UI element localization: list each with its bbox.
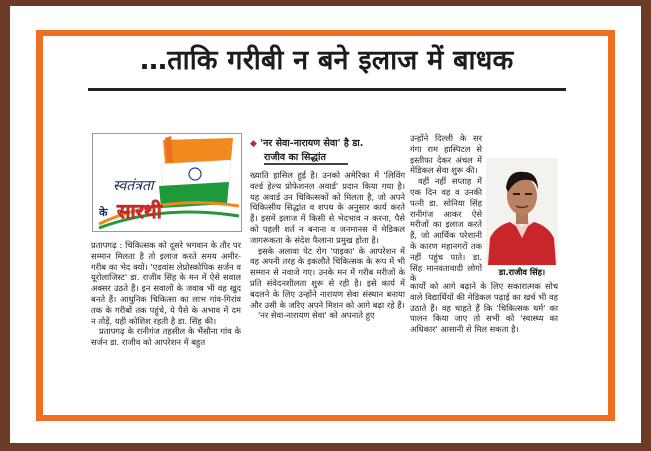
col2-paragraph-3: 'नर सेवा-नारायण सेवा' को अपनाते हुए (258, 310, 375, 321)
col3-paragraph-1: उन्होंने दिल्ली के सर गंगा राम हास्पिटल से इस्तीफा देकर अंचल में मेडिकल सेवा शुरू की। (410, 133, 482, 176)
article-column-3-top (410, 133, 482, 284)
flag-logo-graphic (93, 134, 241, 231)
col2-paragraph-1: ख्याति हासिल हुई है। उनको अमेरिका में 'लिविंग वर्ल्ड हेल्थ प्रोफेशनल अवार्ड' प्रदान किया गया है। यह अवार्ड उन चिकित्सकों को मिलता है, जो अपने चिकित्सीय सिद्धांत व शपथ के अनुसार कार्य करते हैं। इसमें इलाज में किसी से भेदभाव न करना, पैसे को पहली शर्त न बनाना व जनमानस में मेडिकल जागरूकता के संदेश फैलाना प्रमुख होता है। (250, 170, 405, 245)
article-subhead (250, 137, 405, 164)
bullet-icon: ◆ (250, 139, 257, 149)
photo-caption: डा.राजीव सिंह। (486, 265, 558, 279)
col3-paragraph-3: कार्यों को आगे बढ़ाने के लिए सकारात्मक सोच वाले विद्यार्थियों की मेडिकल पढ़ाई का खर्च भी वह उठाते हैं। वह चाहते हैं कि 'चिकित्सक धर्म' का पालन किया जाए तो सभी को 'स्वास्थ्य का अधिकार' आसानी से मिल सकता है। (410, 281, 558, 335)
article-column-2 (250, 170, 405, 321)
headline-rule (88, 88, 566, 91)
col2-paragraph-2: इसके अलावा पेट रोग 'पाइका' के आपरेशन में वह अपनी तरह के इकलौते चिकित्सक के रूप में भी सम्मान से नवाजे गए। उनके मन में गरीब मरीजों के प्रति संवेदनशीलता शुरू से रही है। इसे कार्य में बदलने के लिए उन्होंने नारायण सेवा संस्थान बनाया और उसी के जरिए अपने मिशन को आगे बढ़ा रहे हैं। (250, 245, 405, 310)
logo-line3: सारथी (117, 199, 162, 223)
article-column-3-bottom (410, 281, 558, 335)
col3-paragraph-2: वहीं नहीं सप्ताह में एक दिन वह व उनकी पत्नी डा. सोनिया सिंह रानीगंज आकर ऐसे मरीजों का इलाज करते हैं, जो आर्थिक परेशानी के कारण महानगरों तक नहीं पहुंच पाते। डा. सिंह मानवतावादी लोगों के (410, 176, 482, 284)
headline: …ताकि गरीबी न बने इलाज में बाधक (140, 45, 514, 76)
article-column-1 (91, 240, 241, 348)
doctor-photo (486, 158, 558, 265)
logo-line1: स्वतंत्रता (113, 178, 154, 194)
swatantrata-ke-saarthi-logo (92, 133, 242, 232)
col1-paragraph-2: प्रतापगढ़ के रानीगंज तहसील के भैंसौना गांव के सर्जन डा. राजीव को आपरेशन में बहुत (91, 326, 241, 348)
subhead-line1: 'नर सेवा-नारायण सेवा' है डा. (260, 138, 364, 149)
doctor-portrait-image (486, 158, 558, 265)
subhead-rule (264, 163, 348, 165)
col1-paragraph-1: प्रतापगढ़ : चिकित्सक को दूसरे भगवान के तौर पर सम्मान मिलता है तो इलाज करते समय अमीर-गरीब का भेद क्यों। 'एडवांस लेप्रोस्कोपिक सर्जन व यूरोलाजिस्ट' डा. राजीव सिंह के मन में ऐसे सवाल अक्सर उठते हैं। इन सवालों के जवाब भी वह खुद बनते हैं। आधुनिक चिकित्सा का लाभ गांव-गिरांव तक के गरीबों तक पहुंचे, ये पैसे के अभाव में दम न तोड़ें, यही कोशिश रहती है डा. सिंह की। (91, 240, 241, 326)
subhead-line2: राजीव का सिद्धांत (264, 152, 326, 163)
logo-line2: के (99, 206, 108, 219)
